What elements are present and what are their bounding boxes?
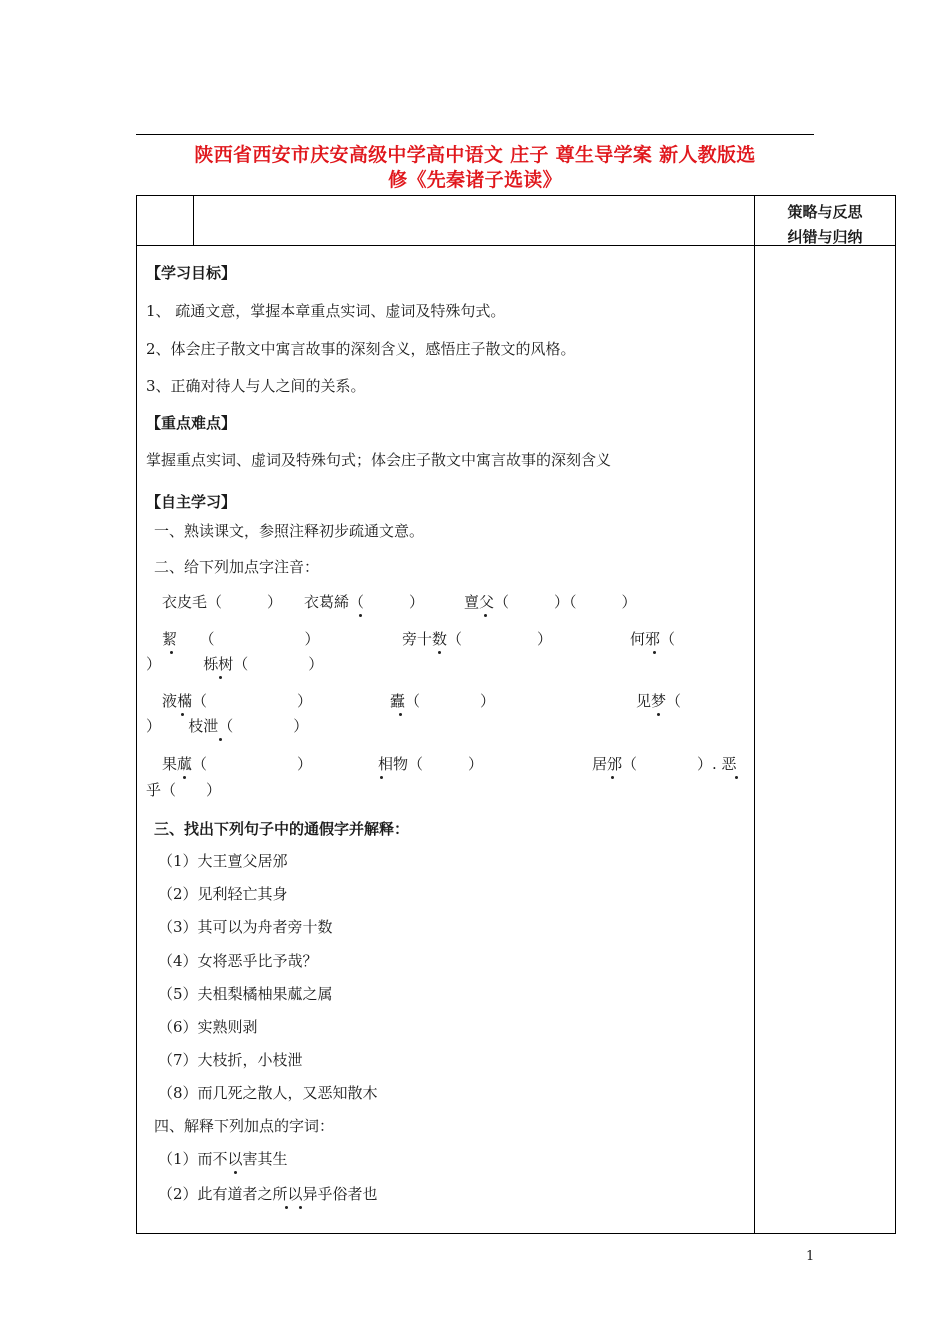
explain-item: （1）而不以害其生 bbox=[158, 1150, 288, 1168]
self-study-item-4: 四、解释下列加点的字词： bbox=[154, 1117, 335, 1135]
pinyin-item: 居邠（ ）. 恶 bbox=[592, 755, 737, 773]
pinyin-item: 旁十数（ ） bbox=[402, 630, 553, 648]
pinyin-item: 果蓏（ ） bbox=[162, 755, 313, 773]
tongjia-item: （8）而几死之散人，又恶知散木 bbox=[158, 1084, 378, 1102]
key-points-heading: 【重点难点】 bbox=[146, 414, 237, 432]
goals-heading: 【学习目标】 bbox=[146, 264, 237, 282]
pinyin-item: 衣葛絺（ ） bbox=[304, 593, 425, 611]
self-study-item-3: 三、找出下列句子中的通假字并解释： bbox=[154, 820, 410, 838]
pinyin-item: ） 枝泄（ ） bbox=[146, 717, 309, 735]
pinyin-item: 液樠（ ） bbox=[162, 692, 313, 710]
pinyin-item: 絜 （ ） bbox=[162, 630, 320, 648]
pinyin-item: 蠹（ ） bbox=[390, 692, 496, 710]
self-study-item-2: 二、给下列加点字注音： bbox=[154, 558, 320, 576]
title-line-1: 陕西省西安市庆安高级中学高中语文 庄子 尊生导学案 新人教版选 bbox=[194, 144, 756, 166]
side-header-line-2: 纠错与归纳 bbox=[787, 228, 863, 246]
table-divider-narrow bbox=[193, 195, 194, 245]
goal-2: 2、体会庄子散文中寓言故事的深刻含义，感悟庄子散文的风格。 bbox=[146, 340, 576, 358]
table-divider-side bbox=[754, 195, 755, 1234]
key-points-text: 掌握重点实词、虚词及特殊句式；体会庄子散文中寓言故事的深刻含义 bbox=[146, 451, 612, 469]
explain-item: （2）此有道者之所以异乎俗者也 bbox=[158, 1185, 378, 1203]
side-header-line-1: 策略与反思 bbox=[787, 203, 863, 221]
goal-1: 1、 疏通文意，掌握本章重点实词、虚词及特殊句式。 bbox=[146, 302, 506, 320]
side-column-header bbox=[754, 200, 896, 250]
pinyin-item: ） 栎树（ ） bbox=[146, 655, 324, 673]
pinyin-item: 衣皮毛（ ） bbox=[162, 593, 283, 611]
pinyin-item: 亶父（ ）（ ） bbox=[464, 593, 637, 611]
tongjia-item: （1）大王亶父居邠 bbox=[158, 852, 288, 870]
pinyin-item: 见梦（ bbox=[636, 692, 682, 710]
pinyin-item: 何邪（ bbox=[630, 630, 676, 648]
tongjia-item: （3）其可以为舟者旁十数 bbox=[158, 918, 333, 936]
pinyin-item: 相物（ ） bbox=[378, 755, 484, 773]
tongjia-item: （4）女将恶乎比予哉？ bbox=[158, 952, 318, 970]
document-title bbox=[136, 143, 814, 193]
title-line-2: 修《先秦诸子选读》 bbox=[388, 169, 562, 191]
tongjia-item: （6）实熟则剥 bbox=[158, 1018, 258, 1036]
goal-3: 3、正确对待人与人之间的关系。 bbox=[146, 377, 366, 395]
page-number: 1 bbox=[806, 1249, 815, 1264]
self-study-heading: 【自主学习】 bbox=[146, 493, 237, 511]
tongjia-item: （7）大枝折，小枝泄 bbox=[158, 1051, 303, 1069]
tongjia-item: （2）见利轻亡其身 bbox=[158, 885, 288, 903]
top-rule bbox=[136, 134, 814, 135]
pinyin-item: 乎（ ） bbox=[146, 781, 222, 799]
tongjia-item: （5）夫柤梨橘柚果蓏之属 bbox=[158, 985, 333, 1003]
self-study-item-1: 一、熟读课文，参照注释初步疏通文意。 bbox=[154, 522, 425, 540]
